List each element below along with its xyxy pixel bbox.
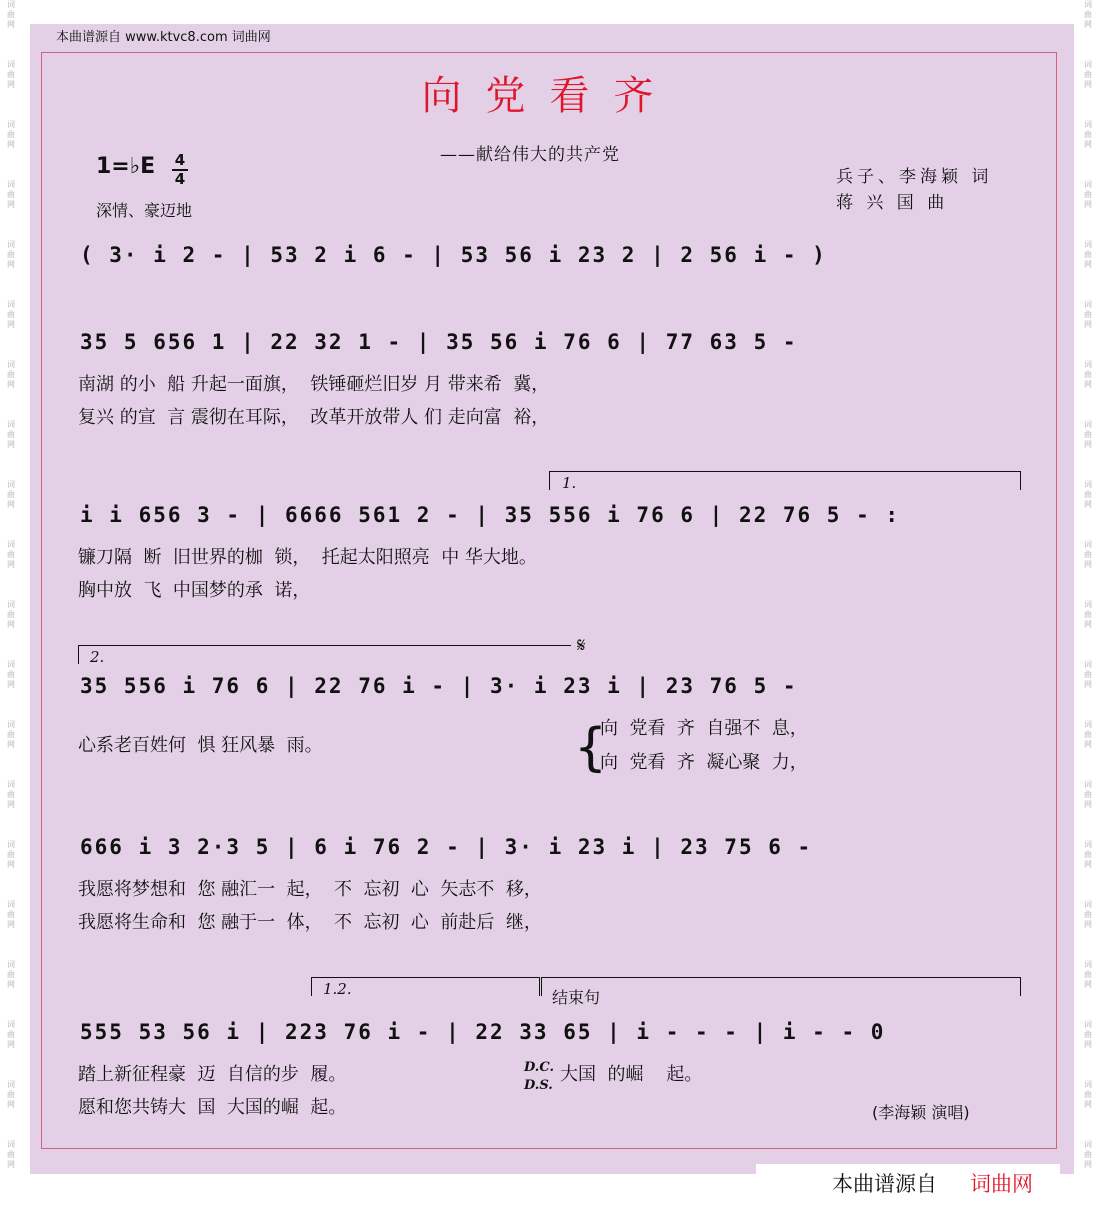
notation-line-2: 35 5 656 1 | 22 32 1 - | 35 56 i 76 6 | 77 63 5 -: [80, 330, 798, 354]
watermark-text: 词 曲 网: [7, 1020, 15, 1049]
lyrics-line-6-verse-2: 愿和您共铸大 国 大国的崛 起。: [78, 1097, 347, 1118]
verse-brace: {: [574, 718, 608, 778]
lyrics-line-3-verse-1: 镰刀隔 断 旧世界的枷 锁， 托起太阳照亮 中 华大地。: [78, 547, 537, 568]
watermark-text: 词 曲 网: [1084, 780, 1092, 809]
watermark-text: 词 曲 网: [1084, 840, 1092, 869]
watermark-text: 词 曲 网: [1084, 180, 1092, 209]
coda-bracket: [541, 977, 1021, 996]
song-title: 向党看齐: [421, 73, 678, 119]
watermark-text: 词 曲 网: [7, 1080, 15, 1109]
segno-sign: 𝄋: [577, 633, 586, 657]
watermark-text: 词 曲 网: [7, 540, 15, 569]
watermark-text: 词 曲 网: [1084, 240, 1092, 269]
watermark-text: 词 曲 网: [7, 660, 15, 689]
composer-credit: 蒋 兴 国 曲: [836, 193, 949, 213]
time-signature-top: 4: [174, 151, 186, 169]
watermark-text: 词 曲 网: [7, 780, 15, 809]
watermark-text: 词 曲 网: [1084, 120, 1092, 149]
song-subtitle: ——献给伟大的共产党: [440, 145, 620, 165]
lyrics-line-6-verse-1: 踏上新征程豪 迈 自信的步 履。: [78, 1064, 347, 1085]
watermark-text: 词 曲 网: [1084, 360, 1092, 389]
watermark-strip-right: [1079, 0, 1097, 1231]
watermark-text: 词 曲 网: [1084, 960, 1092, 989]
lyrics-line-6-ending: 大国 的崛 起。: [560, 1064, 703, 1085]
watermark-text: 词 曲 网: [7, 840, 15, 869]
watermark-text: 词 曲 网: [7, 60, 15, 89]
watermark-text: 词 曲 网: [7, 360, 15, 389]
watermark-text: 词 曲 网: [1084, 1080, 1092, 1109]
performer-credit: (李海颖 演唱): [872, 1103, 970, 1122]
watermark-text: 词 曲 网: [1084, 600, 1092, 629]
notation-line-1: ( 3· i 2 - | 53 2 i 6 - | 53 56 i 23 2 | 2 56 i - ): [80, 243, 827, 267]
footer-banner: [756, 1164, 1060, 1198]
source-line: 本曲谱源自 www.ktvc8.com 词曲网: [56, 30, 271, 45]
lyrics-line-3-verse-2: 胸中放 飞 中国梦的承 诺，: [78, 580, 311, 601]
watermark-text: 词 曲 网: [1084, 420, 1092, 449]
watermark-text: 词 曲 网: [1084, 60, 1092, 89]
watermark-text: 词 曲 网: [7, 240, 15, 269]
lyrics-line-2-verse-1: 南湖 的小 船 升起一面旗， 铁锤砸烂旧岁 月 带来希 冀，: [78, 374, 550, 395]
key-signature: 1=♭E: [96, 154, 156, 179]
watermark-text: 词 曲 网: [1084, 900, 1092, 929]
watermark-text: 词 曲 网: [1084, 1020, 1092, 1049]
da-capo-mark: D.C.: [524, 1060, 554, 1075]
watermark-strip-left: [2, 0, 20, 1231]
second-ending-bracket: [78, 645, 571, 664]
notation-line-5: 666 i 3 2·3 5 | 6 i 76 2 - | 3· i 23 i | 23 75 6 -: [80, 835, 813, 859]
watermark-text: 词 曲 网: [7, 180, 15, 209]
watermark-text: 词 曲 网: [7, 0, 15, 29]
watermark-text: 词 曲 网: [1084, 540, 1092, 569]
second-ending-label: 2.: [90, 648, 105, 666]
first-ending-label: 1.: [562, 474, 577, 492]
watermark-text: 词 曲 网: [7, 480, 15, 509]
time-signature: [172, 152, 188, 188]
tempo-marking: 深情、豪迈地: [96, 201, 193, 220]
dal-segno-mark: D.S.: [524, 1078, 553, 1093]
watermark-text: 词 曲 网: [7, 300, 15, 329]
watermark-text: 词 曲 网: [1084, 660, 1092, 689]
coda-label: 结束句: [552, 988, 601, 1007]
lyrics-line-4-chorus-2: 向 党看 齐 凝心聚 力，: [600, 752, 808, 773]
lyrics-line-2-verse-2: 复兴 的宣 言 震彻在耳际， 改革开放带人 们 走向富 裕，: [78, 407, 550, 428]
footer-text: 本曲谱源自: [832, 1172, 937, 1196]
watermark-text: 词 曲 网: [1084, 480, 1092, 509]
watermark-text: 词 曲 网: [7, 600, 15, 629]
notation-line-3: i i 656 3 - | 6666 561 2 - | 35 556 i 76 6 | 22 76 5 - :: [80, 503, 901, 527]
lyrics-line-5-verse-1: 我愿将梦想和 您 融汇一 起， 不 忘初 心 矢志不 移，: [78, 879, 542, 900]
notation-line-4: 35 556 i 76 6 | 22 76 i - | 3· i 23 i | 23 76 5 -: [80, 674, 798, 698]
lyrics-line-5-verse-2: 我愿将生命和 您 融于一 体， 不 忘初 心 前赴后 继，: [78, 912, 542, 933]
time-signature-bottom: 4: [174, 170, 186, 188]
watermark-text: 词 曲 网: [7, 960, 15, 989]
lyricist-credit: 兵子、李海颖 词: [836, 167, 993, 187]
watermark-text: 词 曲 网: [1084, 0, 1092, 29]
watermark-text: 词 曲 网: [1084, 720, 1092, 749]
notation-line-6: 555 53 56 i | 223 76 i - | 22 33 65 | i - - - | i - - 0: [80, 1020, 886, 1044]
lyrics-line-4: 心系老百姓何 惧 狂风暴 雨。: [78, 735, 323, 756]
watermark-text: 词 曲 网: [7, 1140, 15, 1169]
watermark-text: 词 曲 网: [1084, 1140, 1092, 1169]
watermark-text: 词 曲 网: [1084, 300, 1092, 329]
watermark-text: 词 曲 网: [7, 120, 15, 149]
watermark-text: 词 曲 网: [7, 720, 15, 749]
ending-1-2-label: 1.2.: [323, 980, 352, 998]
watermark-text: 词 曲 网: [7, 900, 15, 929]
lyrics-line-4-chorus-1: 向 党看 齐 自强不 息，: [600, 718, 808, 739]
footer-brand: 词曲网: [970, 1172, 1033, 1196]
watermark-text: 词 曲 网: [7, 420, 15, 449]
first-ending-bracket: [549, 471, 1021, 490]
